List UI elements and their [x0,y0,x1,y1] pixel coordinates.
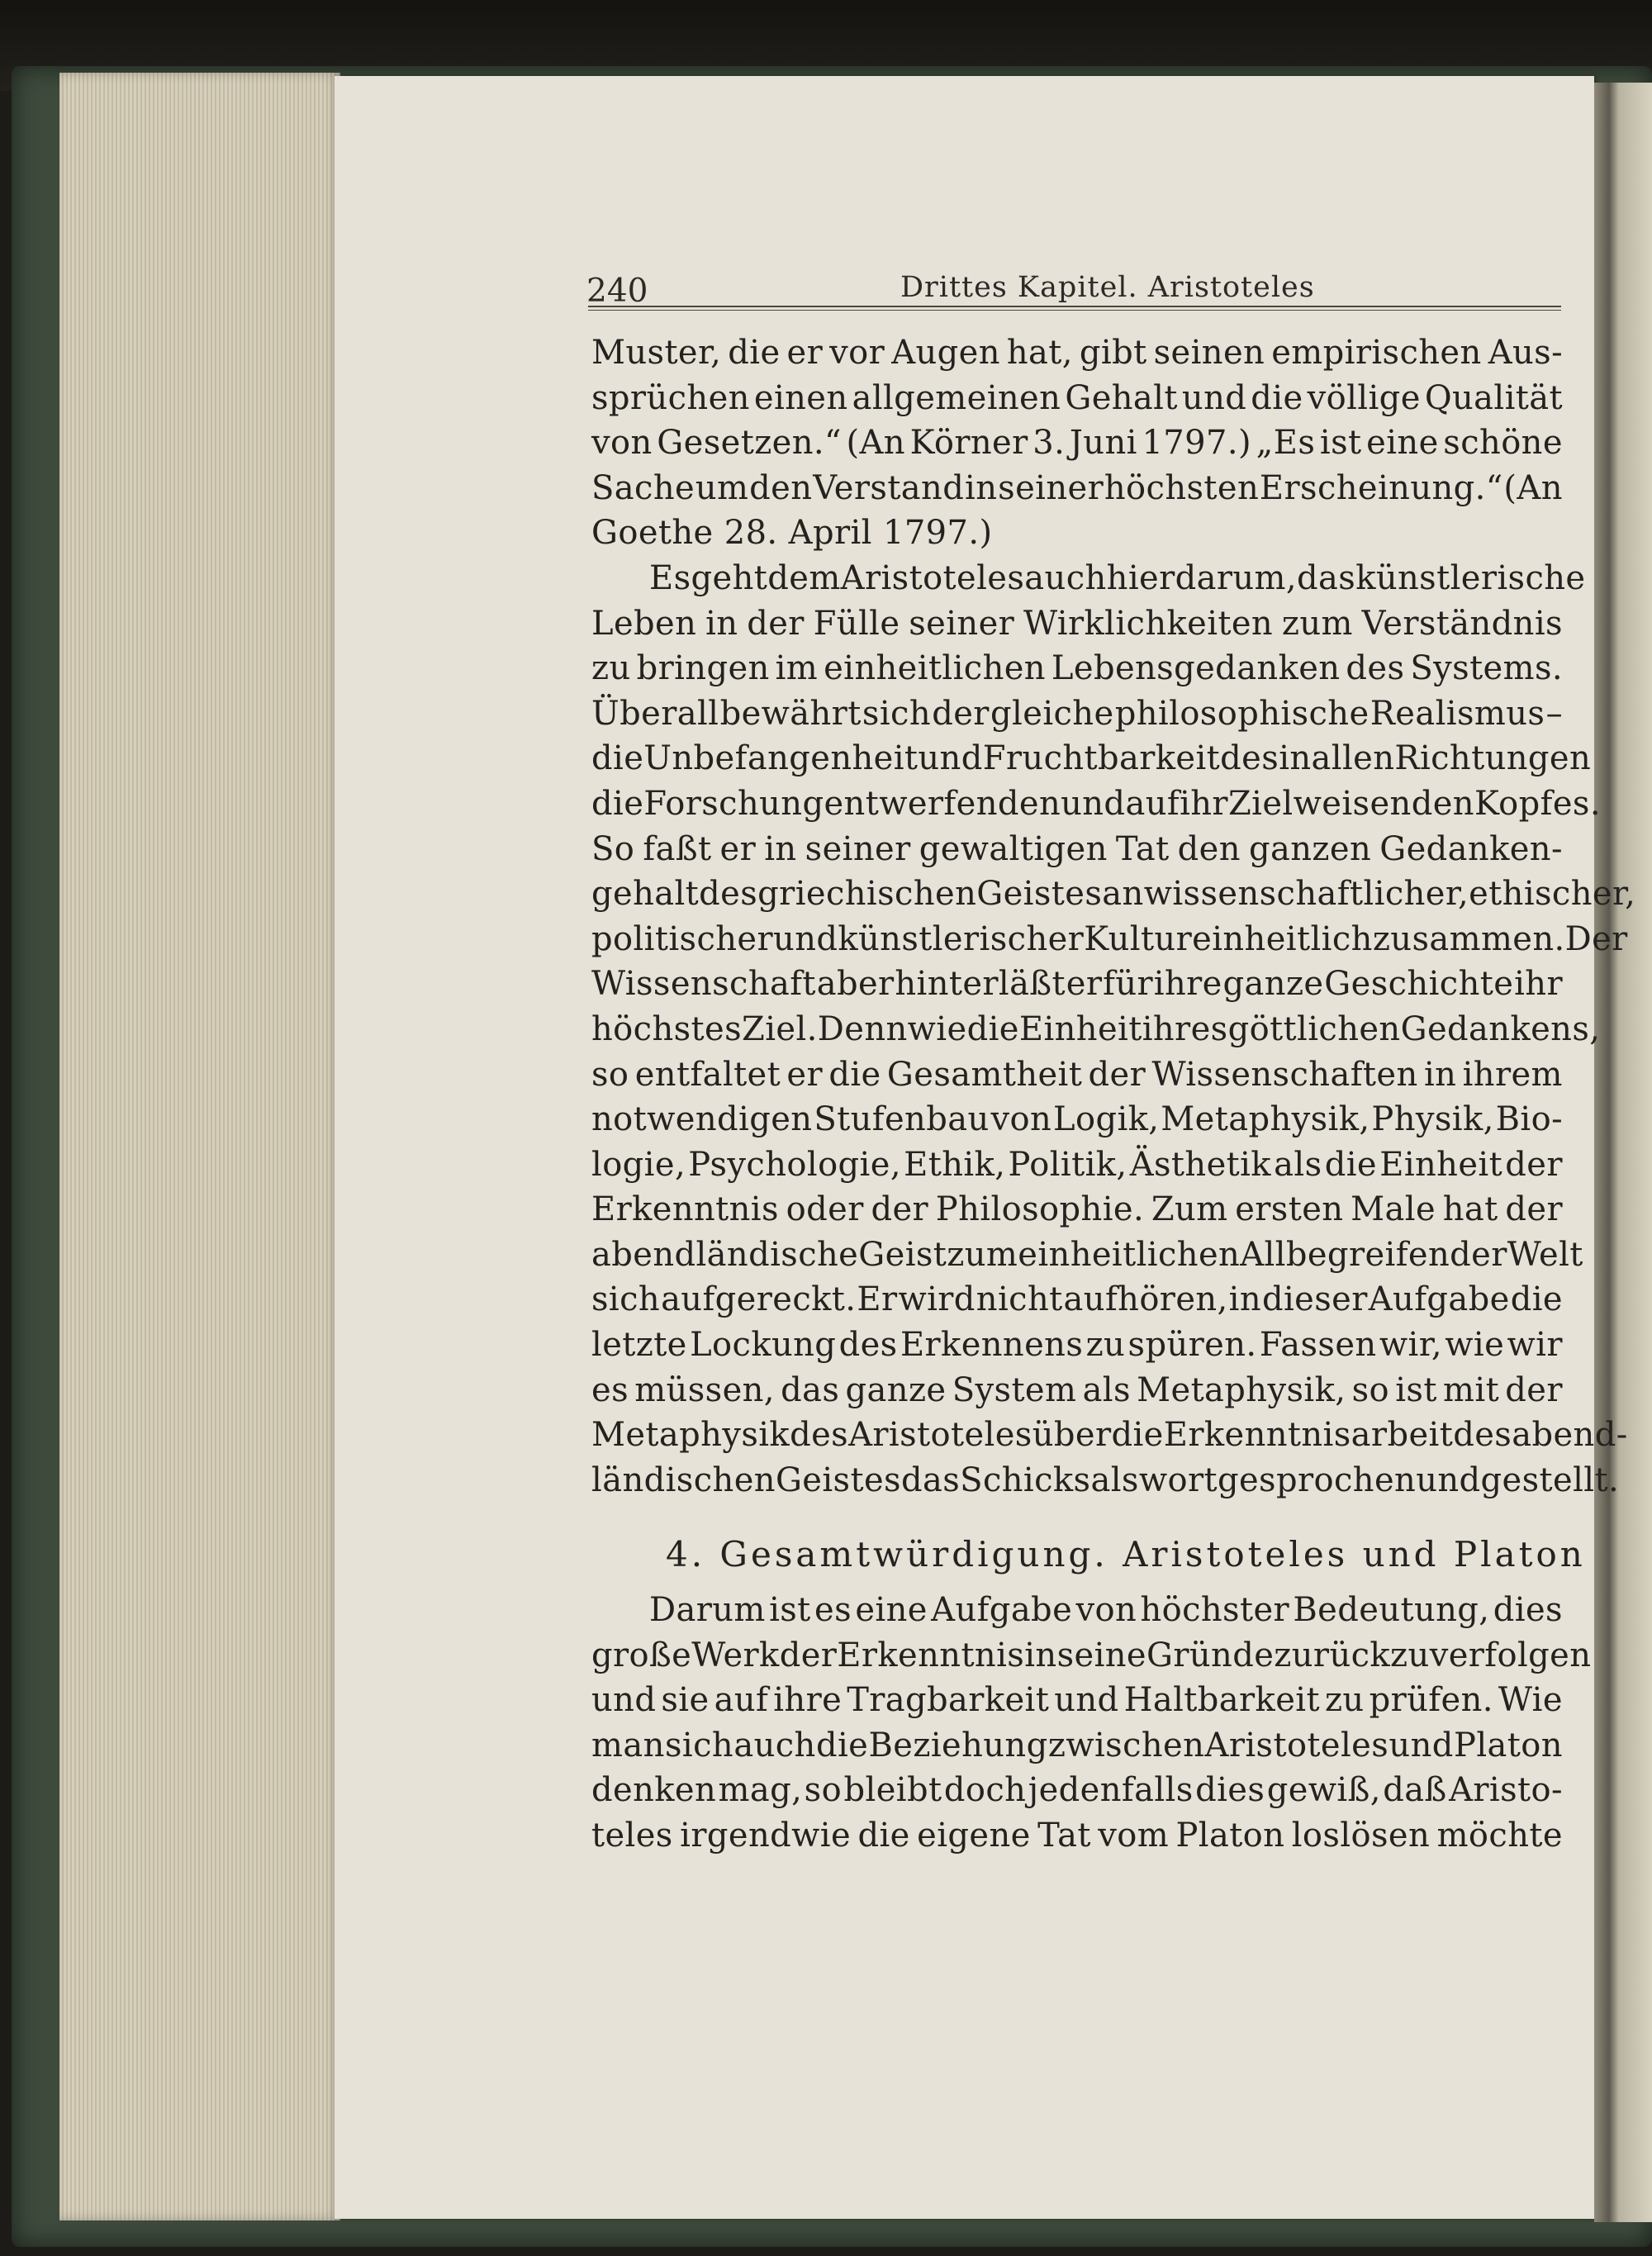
page-edges [59,73,340,2220]
text-line: letzte Lockung des Erkennens zu spüren. Fassen wir, wie wir [591,1326,1563,1365]
book-binding [1594,83,1652,2222]
text-line: Erkenntnis oder der Philosophie. Zum ersten Male hat der [591,1190,1563,1229]
paragraph-3 [591,1588,1592,1859]
text-line: Überall bewährt sich der gleiche philosophische Realismus – [591,694,1563,733]
text-line: teles irgendwie die eigene Tat vom Platon loslösen möchte [591,1817,1563,1855]
text-line: Muster, die er vor Augen hat, gibt seinen empirischen Aus- [591,334,1563,372]
text-line: So faßt er in seiner gewaltigen Tat den ganzen Gedanken- [591,829,1563,868]
text-line: logie, Psychologie, Ethik, Politik, Ästhetik als die Einheit der [591,1145,1563,1184]
text-line: Sache um den Verstand in seiner höchsten Erscheinung.“ (An [591,468,1563,507]
text-line: so entfaltet er die Gesamtheit der Wissenschaften in ihrem [591,1055,1563,1094]
paragraph-1 [591,330,1563,556]
text-line: notwendigen Stufenbau von Logik, Metaphysik, Physik, Bio- [591,1100,1563,1139]
text-line: Darum ist es eine Aufgabe von höchster Bedeutung, dies [649,1591,1563,1630]
text-line: Metaphysik des Aristoteles über die Erkenntnisarbeit des abend- [591,1416,1628,1455]
text-line: große Werk der Erkenntnis in seine Gründe zurückzuverfolgen [591,1636,1592,1674]
body-text [591,330,1636,1859]
running-title: Drittes Kapitel. Aristoteles [900,271,1315,304]
text-line: von Gesetzen.“ (An Körner 3. Juni 1797.) „Es ist eine schöne [591,424,1563,463]
header-rule [588,306,1561,311]
text-line: sich aufgereckt. Er wird nicht aufhören, in dieser Aufgabe die [591,1280,1563,1319]
text-line: zu bringen im einheitlichen Lebensgedanken des Systems. [591,649,1563,688]
text-line: und sie auf ihre Tragbarkeit und Haltbarkeit zu prüfen. Wie [591,1681,1563,1720]
page-number: 240 [586,273,648,310]
text-line: die Unbefangenheit und Fruchtbarkeit des in allen Richtungen [591,739,1592,778]
text-line: sprüchen einen allgemeinen Gehalt und die völlige Qualität [591,378,1563,417]
text-line: gehalt des griechischen Geistes an wissenschaftlicher, ethischer, [591,875,1636,914]
text-line: die Forschung entwerfenden und auf ihr Ziel weisenden Kopfes. [591,784,1601,823]
paragraph-2 [591,556,1636,1503]
text-line: abendländische Geist zum einheitlichen Allbegreifen der Welt [591,1235,1583,1274]
text-line: Goethe 28. April 1797.) [591,514,993,553]
text-line: höchstes Ziel. Denn wie die Einheit ihres göttlichen Gedankens, [591,1009,1601,1048]
section-heading: 4. Gesamtwürdigung. Aristoteles und Platon [666,1534,1586,1575]
text-line: Wissenschaft aber hinterläßt er für ihre ganze Geschichte ihr [591,965,1563,1004]
text-line: man sich auch die Beziehung zwischen Aristoteles und Platon [591,1726,1563,1764]
text-line: Es geht dem Aristoteles auch hier darum, das künstlerische [649,558,1586,597]
text-line: denken mag, so bleibt doch jedenfalls dies gewiß, daß Aristo- [591,1771,1563,1810]
text-line: politischer und künstlerischer Kultur einheitlich zusammen. Der [591,919,1628,958]
text-line: ländischen Geistes das Schicksalswort gesprochen und gestellt. [591,1460,1620,1499]
text-line: Leben in der Fülle seiner Wirklichkeiten zum Verständnis [591,604,1563,643]
text-line: es müssen, das ganze System als Metaphysik, so ist mit der [591,1370,1563,1409]
